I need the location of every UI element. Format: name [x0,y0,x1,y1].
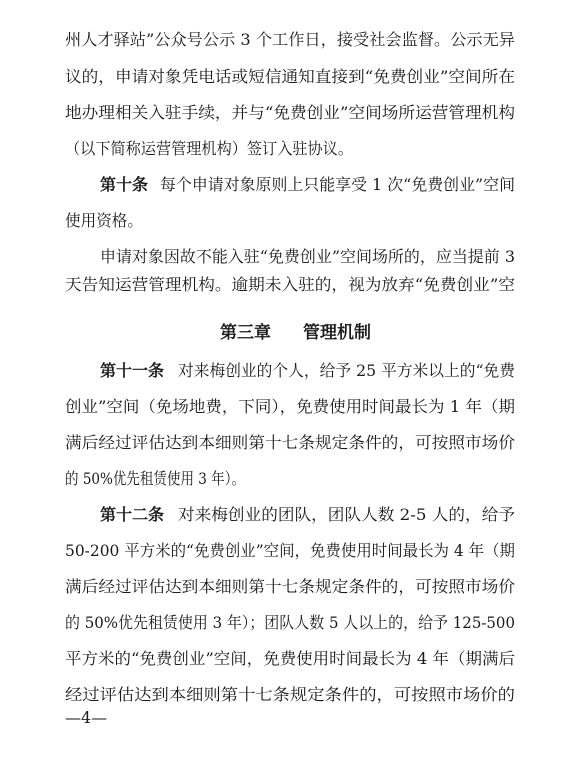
body-line [0,242,577,272]
body-text: 经过评估达到本细则第十七条规定条件的，可按照市场价的 [65,685,515,704]
body-text: 的 50%优先租赁使用 3 年）；团队人数 5 人以上的，给予 125-500 [65,613,515,632]
body-text: 创业”空间（免场地费，下同），免费使用时间最长为 1 年（期 [65,397,515,416]
body-line [0,680,577,710]
body-text: 50-200 平方米的“免费创业”空间，免费使用时间最长为 4 年（期 [65,541,515,560]
body-text: 申请对象因故不能入驻“免费创业”空间场所的，应当提前 3 [100,247,515,266]
article-10-heading: 第十条 [100,175,149,194]
body-text: 州人才驿站”公众号公示 3 个工作日，接受社会监督。公示无异 [65,30,515,49]
body-line [0,392,577,422]
chapter-title: 管理机制 [303,323,371,343]
article-12-line [0,500,577,530]
body-line [0,280,577,310]
body-line [0,536,577,566]
body-text: 天告知运营管理机构。逾期未入驻的，视为放弃“免费创业”空 [65,275,515,294]
body-line [0,206,577,236]
body-text: 使用资格。 [65,211,143,230]
body-line [0,25,577,55]
article-11-heading: 第十一条 [100,361,165,380]
body-text: 满后经过评估达到本细则第十七条规定条件的，可按照市场价 [65,433,515,452]
article-12-text: 对来梅创业的团队，团队人数 2-5 人的，给予 [178,505,515,524]
article-11-line [0,356,577,386]
body-text: 平方米的“免费创业”空间，免费使用时间最长为 4 年（期满后 [65,649,515,668]
body-text: 地办理相关入驻手续，并与“免费创业”空间场所运营管理机构 [65,103,515,122]
body-line [0,134,577,164]
body-line [0,644,577,674]
body-line [0,428,577,458]
article-12-heading: 第十二条 [100,505,165,524]
page-number: —4— [65,708,108,727]
body-text: 满后经过评估达到本细则第十七条规定条件的，可按照市场价 [65,577,515,596]
article-10-text: 每个申请对象原则上只能享受 1 次“免费创业”空间 [160,175,515,194]
body-line [0,62,577,92]
body-line [0,608,577,638]
article-11-text: 对来梅创业的个人，给予 25 平方米以上的“免费 [178,361,515,380]
body-text: 议的，申请对象凭电话或短信通知直接到“免费创业”空间所在 [65,67,515,86]
body-text: 的 50%优先租赁使用 3 年）。 [65,469,245,488]
body-text: （以下简称运营管理机构）签订入驻协议。 [65,139,353,158]
body-line [0,464,577,494]
body-line [0,98,577,128]
chapter-heading [0,318,577,348]
body-line [0,572,577,602]
chapter-number: 第三章 [220,323,271,343]
article-10-line [0,170,577,200]
